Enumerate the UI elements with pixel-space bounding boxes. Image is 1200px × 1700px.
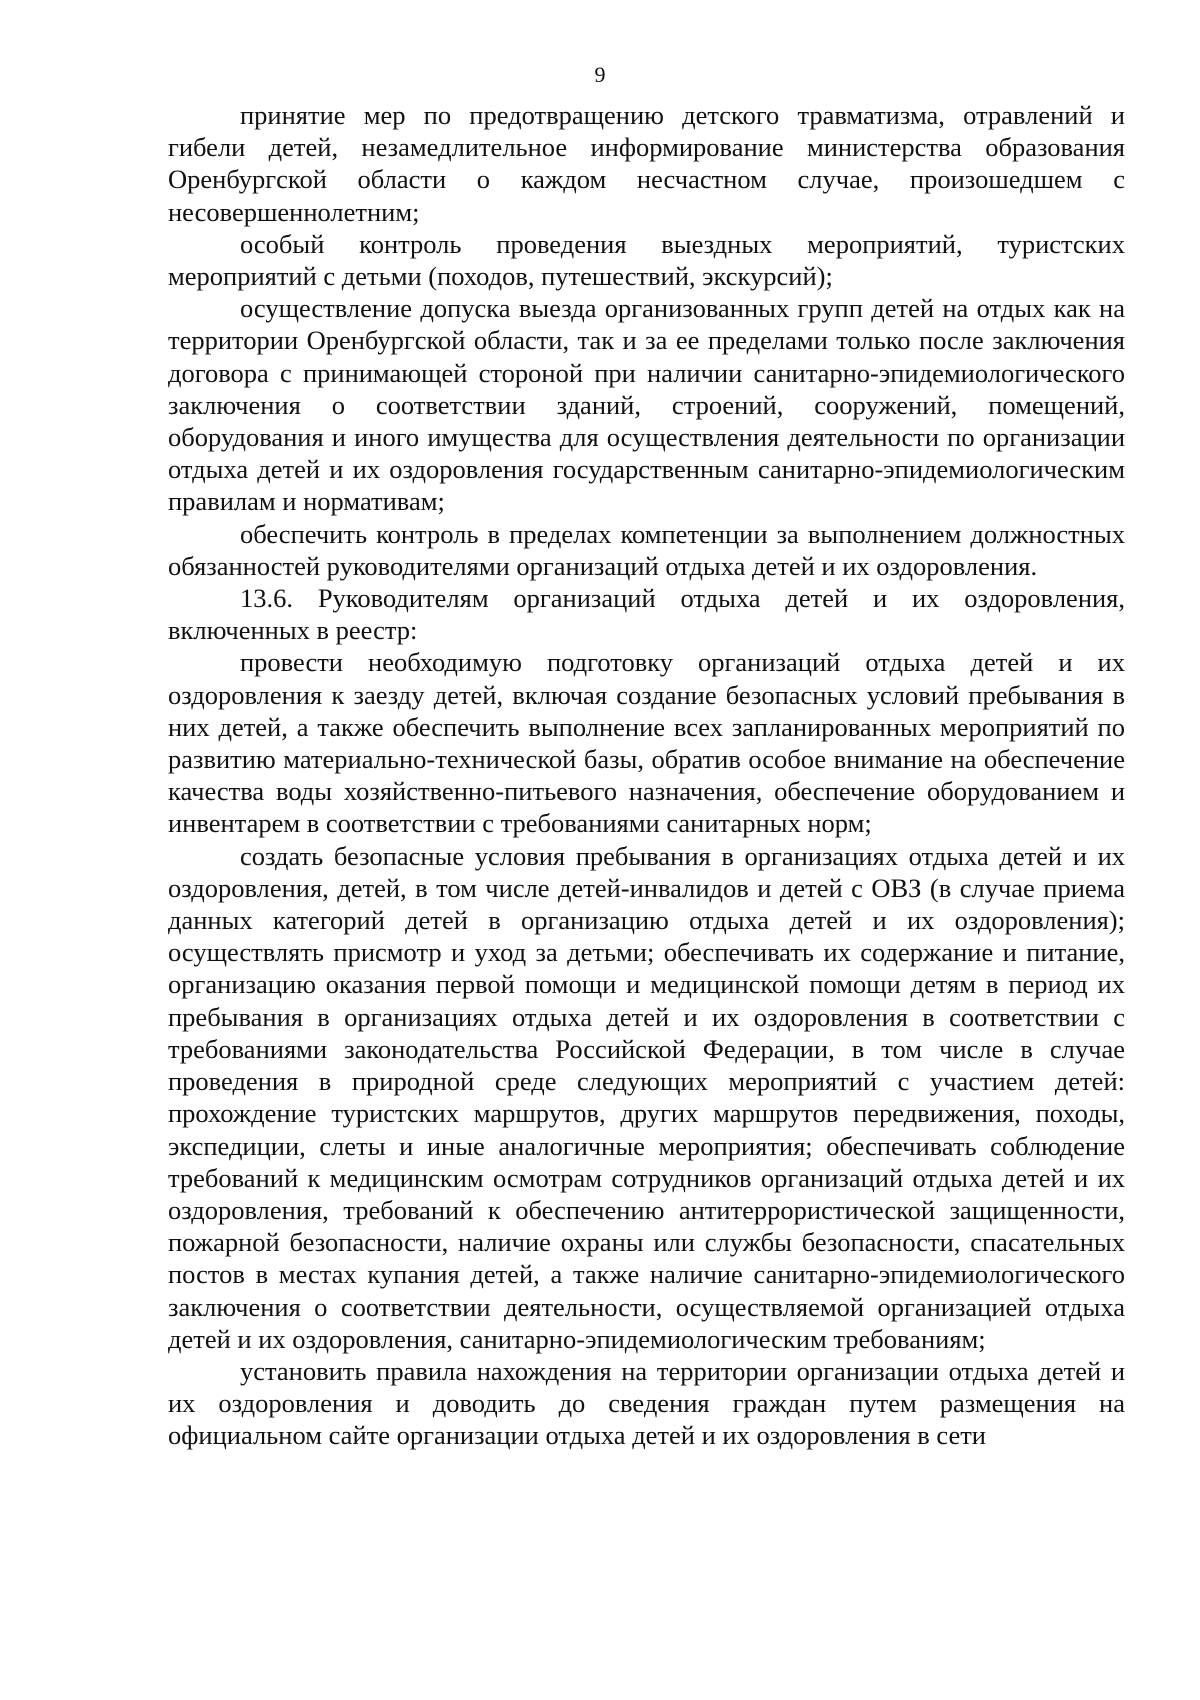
paragraph: особый контроль проведения выездных мероприятий, туристских мероприятий с детьми (походов, путешествий, экскурсий);	[168, 228, 1125, 292]
paragraph: создать безопасные условия пребывания в организациях отдыха детей и их оздоровления, детей, в том числе детей-инвалидов и детей с ОВЗ (в случае приема данных категорий детей в организацию отдыха детей и их оздоровления); осуществлять присмотр и уход за детьми; обеспечивать их содержание и питание, организацию оказания первой помощи и медицинской помощи детям в период их пребывания в организациях отдыха детей и их оздоровления в соответствии с требованиями законодательства Российской Федерации, в том числе в случае проведения в природной среде следующих мероприятий с участием детей: прохождение туристских маршрутов, других маршрутов передвижения, походы, экспедиции, слеты и иные аналогичные мероприятия; обеспечивать соблюдение требований к медицинским осмотрам сотрудников организаций отдыха детей и их оздоровления, требований к обеспечению антитеррористической защищенности, пожарной безопасности, наличие охраны или службы безопасности, спасательных постов в местах купания детей, а также наличие санитарно-эпидемиологического заключения о соответствии деятельности, осуществляемой организацией отдыха детей и их оздоровления, санитарно-эпидемиологическим требованиям;	[168, 840, 1125, 1354]
paragraph: провести необходимую подготовку организаций отдыха детей и их оздоровления к заезду детей, включая создание безопасных условий пребывания в них детей, а также обеспечить выполнение всех запланированных мероприятий по развитию материально-технической базы, обратив особое внимание на обеспечение качества воды хозяйственно-питьевого назначения, обеспечение оборудованием и инвентарем в соответствии с требованиями санитарных норм;	[168, 647, 1125, 839]
document-body	[168, 99, 1125, 1452]
paragraph: установить правила нахождения на территории организации отдыха детей и их оздоровления и доводить до сведения граждан путем размещения на официальном сайте организации отдыха детей и их оздоровления в сети	[168, 1355, 1125, 1451]
paragraph: осуществление допуска выезда организованных групп детей на отдых как на территории Оренбургской области, так и за ее пределами только после заключения договора с принимающей стороной при наличии санитарно-эпидемиологического заключения о соответствии зданий, строений, сооружений, помещений, оборудования и иного имущества для осуществления деятельности по организации отдыха детей и их оздоровления государственным санитарно-эпидемиологическим правилам и нормативам;	[168, 293, 1125, 517]
paragraph: принятие мер по предотвращению детского травматизма, отравлений и гибели детей, незамедлительное информирование министерства образования Оренбургской области о каждом несчастном случае, произошедшем с несовершеннолетним;	[168, 100, 1125, 227]
page-number: 9	[594, 62, 606, 87]
paragraph: обеспечить контроль в пределах компетенции за выполнением должностных обязанностей руководителями организаций отдыха детей и их оздоровления.	[168, 518, 1125, 581]
section-heading-paragraph: 13.6. Руководителям организаций отдыха детей и их оздоровления, включенных в реестр:	[168, 583, 1125, 646]
